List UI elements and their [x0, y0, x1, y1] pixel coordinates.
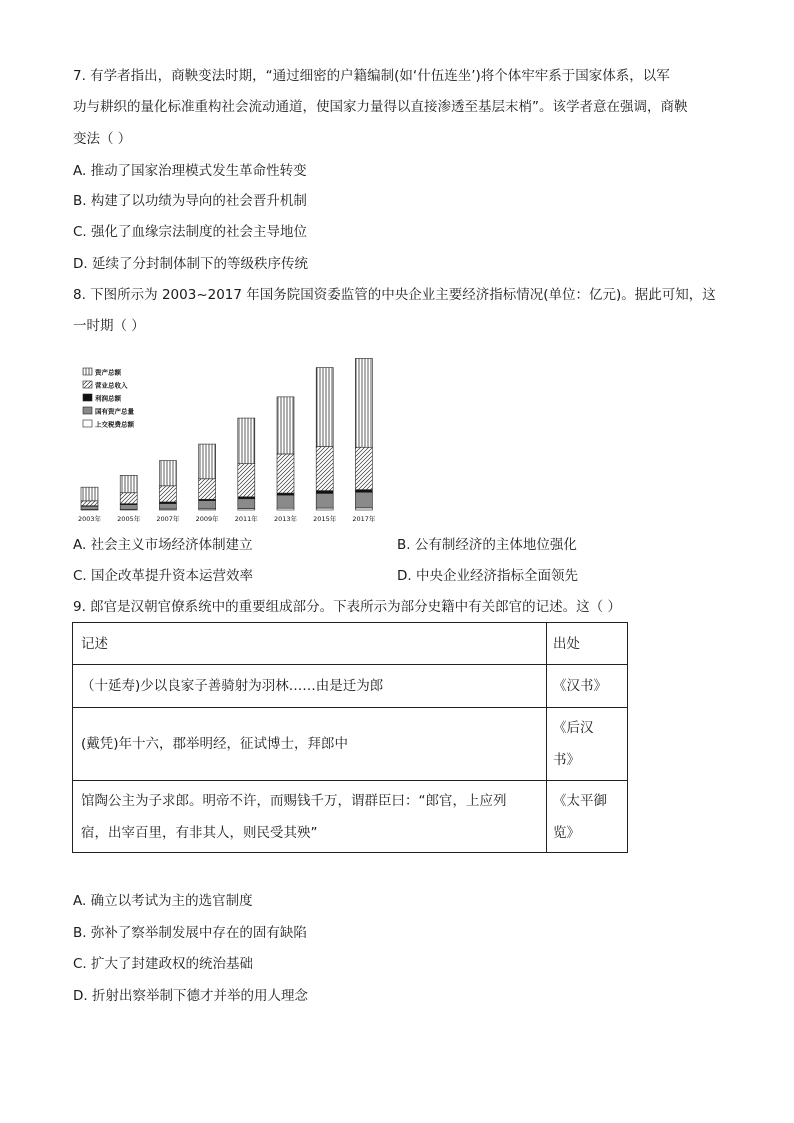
x-tick-label: 2007年	[156, 515, 180, 523]
bar-segment-2005年-营业总收入	[120, 493, 137, 504]
chart-x-ticks	[78, 514, 376, 523]
bar-segment-2009年-国有资产总量	[199, 501, 216, 509]
record-text	[73, 665, 547, 708]
q9-records-table	[72, 622, 628, 853]
bar-segment-2013年-利润总额	[277, 493, 294, 495]
record-text-line: 馆陶公主为子求郎。明帝不许，而赐钱千万，谓群臣曰：“郎官，上应列	[81, 792, 507, 809]
bar-segment-2013年-资产总额	[277, 397, 294, 454]
bar-segment-2011年-国有资产总量	[238, 499, 255, 509]
bar-segment-2015年-国有资产总量	[316, 493, 333, 508]
bar-segment-2005年-资产总额	[120, 475, 137, 492]
q7-option-a: A. 推动了国家治理模式发生革命性转变	[73, 163, 307, 179]
q8-stem-line-1: 8. 下图所示为 2003~2017 年国务院国资委监管的中央企业主要经济指标情况(单位：亿元)。据此可知，这	[73, 287, 716, 303]
bar-segment-2003年-资产总额	[81, 487, 98, 501]
bar-segment-2003年-营业总收入	[81, 501, 98, 506]
q9-option-a: A. 确立以考试为主的选官制度	[73, 893, 253, 909]
legend-swatch	[83, 394, 92, 401]
bar-segment-2013年-国有资产总量	[277, 495, 294, 508]
stacked-bar-chart	[73, 343, 393, 528]
q9-option-d: D. 折射出察举制下德才并举的用人理念	[73, 988, 308, 1004]
bar-segment-2007年-营业总收入	[159, 486, 176, 502]
legend-label: 国有资产总量	[95, 407, 134, 416]
chart-legend	[83, 368, 135, 429]
bar-segment-2015年-利润总额	[316, 491, 333, 494]
legend-label: 资产总额	[95, 368, 121, 377]
q8-option-c: C. 国企改革提升资本运营效率	[73, 568, 254, 584]
table-row	[73, 665, 628, 708]
q7-stem-line-1: 7. 有学者指出，商鞅变法时期，“通过细密的户籍编制(如‘什伍连坐’)将个体牢牢系于国家体系，以军	[73, 68, 670, 84]
table-row	[73, 781, 628, 853]
q9-option-b: B. 弥补了察举制发展中存在的固有缺陷	[73, 925, 307, 941]
x-tick-label: 2005年	[117, 515, 141, 523]
bar-segment-2009年-营业总收入	[199, 479, 216, 500]
x-tick-label: 2003年	[77, 515, 102, 523]
record-source	[547, 781, 628, 853]
bar-segment-2017年-资产总额	[355, 358, 372, 447]
record-source	[547, 665, 628, 708]
source-line: 《后汉	[553, 720, 594, 736]
q7-option-c: C. 强化了血缘宗法制度的社会主导地位	[73, 224, 308, 240]
bar-segment-2017年-国有资产总量	[355, 492, 372, 508]
q7-option-d: D. 延续了分封制体制下的等级秩序传统	[73, 256, 308, 272]
x-tick-label: 2017年	[352, 515, 376, 523]
q7-option-b: B. 构建了以功绩为导向的社会晋升机制	[73, 193, 307, 209]
legend-label: 利润总额	[95, 394, 121, 403]
bar-segment-2011年-资产总额	[238, 418, 255, 464]
record-source	[547, 708, 628, 781]
q7-stem-line-2: 功与耕织的量化标准重构社会流动通道，使国家力量得以直接渗透至基层末梢”。该学者意在强调，商鞅	[73, 99, 688, 115]
bar-segment-2015年-资产总额	[316, 368, 333, 447]
source-line: 《太平御	[553, 792, 607, 809]
bar-segment-2017年-利润总额	[355, 490, 372, 493]
legend-swatch	[83, 368, 92, 375]
q8-stem-line-2: 一时期（ ）	[73, 318, 145, 334]
q9-option-c: C. 扩大了封建政权的统治基础	[73, 956, 254, 972]
x-tick-label: 2009年	[195, 515, 219, 523]
legend-swatch	[83, 407, 92, 414]
record-text-line: (戴凭)年十六，郡举明经，征试博士，拜郎中	[81, 736, 349, 752]
bar-segment-2005年-国有资产总量	[120, 505, 137, 510]
bar-segment-2009年-资产总额	[199, 444, 216, 479]
bar-segment-2017年-营业总收入	[355, 447, 372, 489]
record-text	[73, 708, 547, 781]
q9-stem: 9. 郎官是汉朝官僚系统中的重要组成部分。下表所示为部分史籍中有关郎官的记述。这（ ）	[73, 599, 621, 615]
source-line: 《汉书》	[553, 678, 607, 694]
legend-label: 上交税费总额	[95, 420, 134, 429]
legend-swatch	[83, 420, 92, 427]
bar-segment-2011年-营业总收入	[238, 464, 255, 497]
table-header-row	[73, 623, 628, 665]
bar-segment-2013年-营业总收入	[277, 454, 294, 493]
q8-option-b: B. 公有制经济的主体地位强化	[397, 537, 577, 553]
table-row	[73, 708, 628, 781]
x-tick-label: 2011年	[234, 515, 258, 523]
bar-segment-2007年-资产总额	[159, 461, 176, 486]
legend-label: 营业总收入	[95, 381, 128, 390]
x-tick-label: 2013年	[273, 515, 298, 523]
bar-segment-2017年-上交税费总额	[355, 508, 372, 510]
source-line: 书》	[553, 752, 580, 768]
bar-segment-2007年-国有资产总量	[159, 504, 176, 509]
record-text-line: （十延寿)少以良家子善骑射为羽林……由是迁为郎	[81, 678, 384, 694]
record-text-line: 宿，出宰百里，有非其人，则民受其殃”	[81, 824, 318, 841]
record-text	[73, 781, 547, 853]
header-source: 出处	[547, 623, 628, 665]
x-tick-label: 2015年	[313, 515, 337, 523]
q8-option-d: D. 中央企业经济指标全面领先	[397, 568, 578, 584]
source-line: 览》	[553, 824, 580, 841]
bar-segment-2015年-营业总收入	[316, 447, 333, 491]
q7-stem-line-3: 变法（ ）	[73, 131, 132, 147]
q8-option-a: A. 社会主义市场经济体制建立	[73, 537, 253, 553]
legend-swatch	[83, 381, 92, 388]
bar-segment-2003年-国有资产总量	[81, 506, 98, 509]
header-record: 记述	[73, 623, 547, 665]
